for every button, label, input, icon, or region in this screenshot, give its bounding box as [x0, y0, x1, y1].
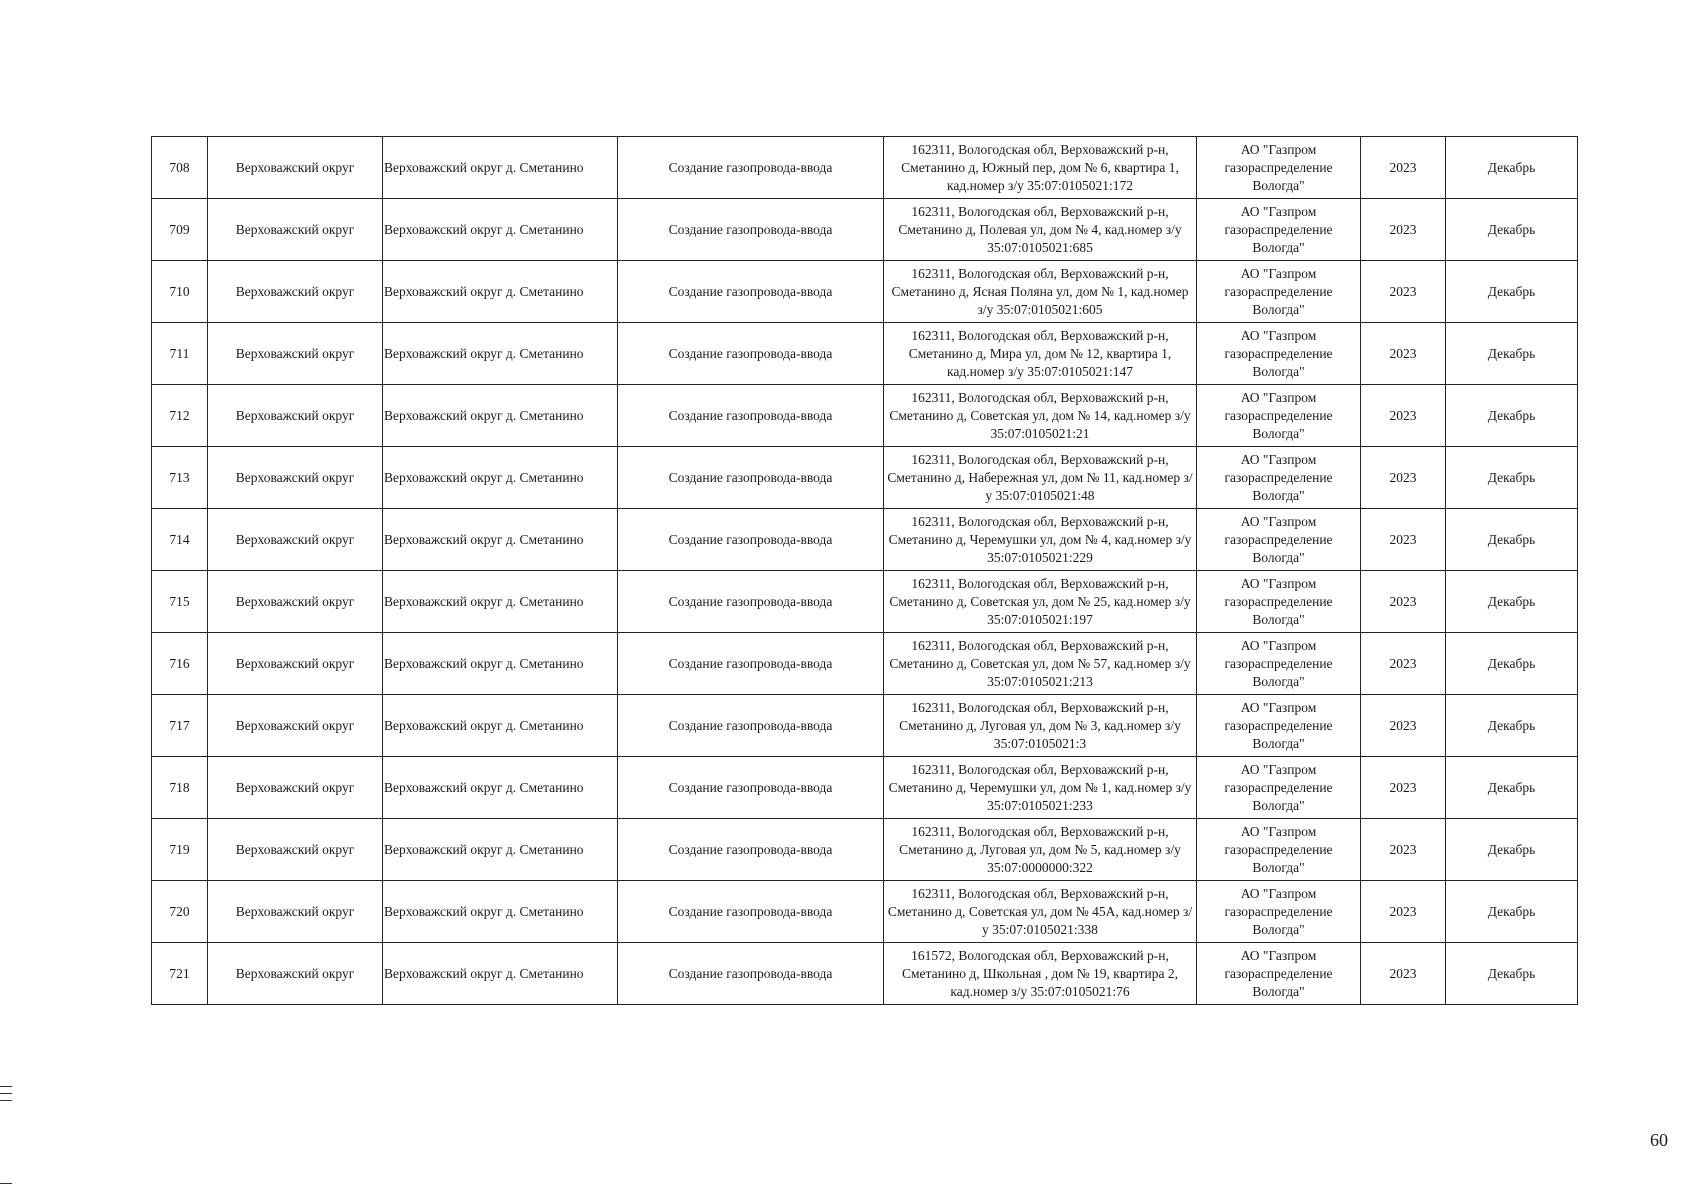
year-cell: 2023 — [1361, 695, 1446, 757]
locality-cell: Верховажский округ д. Сметанино — [383, 199, 618, 261]
work-type-cell: Создание газопровода-ввода — [618, 695, 884, 757]
row-number-cell: 721 — [152, 943, 208, 1005]
row-number-cell: 710 — [152, 261, 208, 323]
work-type-cell: Создание газопровода-ввода — [618, 757, 884, 819]
district-cell: Верховажский округ — [208, 571, 383, 633]
address-cell: 162311, Вологодская обл, Верховажский р-н, Сметанино д, Мира ул, дом № 12, квартира 1, кад.номер з/у 35:07:0105021:147 — [884, 323, 1197, 385]
month-cell: Декабрь — [1446, 323, 1578, 385]
address-cell: 162311, Вологодская обл, Верховажский р-н, Сметанино д, Ясная Поляна ул, дом № 1, кад.номер з/у 35:07:0105021:605 — [884, 261, 1197, 323]
table-row — [152, 633, 1578, 695]
district-cell: Верховажский округ — [208, 819, 383, 881]
scan-edge-mark — [0, 1093, 12, 1094]
district-cell: Верховажский округ — [208, 943, 383, 1005]
scan-edge-mark — [0, 1100, 12, 1101]
year-cell: 2023 — [1361, 137, 1446, 199]
work-type-cell: Создание газопровода-ввода — [618, 447, 884, 509]
month-cell: Декабрь — [1446, 571, 1578, 633]
organization-cell: АО "Газпром газораспределение Вологда" — [1197, 323, 1361, 385]
month-cell: Декабрь — [1446, 757, 1578, 819]
organization-cell: АО "Газпром газораспределение Вологда" — [1197, 943, 1361, 1005]
table-row — [152, 695, 1578, 757]
table-row — [152, 757, 1578, 819]
organization-cell: АО "Газпром газораспределение Вологда" — [1197, 199, 1361, 261]
work-type-cell: Создание газопровода-ввода — [618, 881, 884, 943]
work-type-cell: Создание газопровода-ввода — [618, 509, 884, 571]
address-cell: 162311, Вологодская обл, Верховажский р-н, Сметанино д, Советская ул, дом № 25, кад.номер з/у 35:07:0105021:197 — [884, 571, 1197, 633]
page-number: 60 — [1650, 1130, 1668, 1150]
row-number-cell: 716 — [152, 633, 208, 695]
row-number-cell: 717 — [152, 695, 208, 757]
year-cell: 2023 — [1361, 757, 1446, 819]
table-row — [152, 571, 1578, 633]
address-cell: 162311, Вологодская обл, Верховажский р-н, Сметанино д, Набережная ул, дом № 11, кад.номер з/у 35:07:0105021:48 — [884, 447, 1197, 509]
table-row — [152, 323, 1578, 385]
district-cell: Верховажский округ — [208, 323, 383, 385]
work-type-cell: Создание газопровода-ввода — [618, 323, 884, 385]
row-number-cell: 708 — [152, 137, 208, 199]
work-type-cell: Создание газопровода-ввода — [618, 819, 884, 881]
locality-cell: Верховажский округ д. Сметанино — [383, 943, 618, 1005]
row-number-cell: 709 — [152, 199, 208, 261]
work-type-cell: Создание газопровода-ввода — [618, 633, 884, 695]
table-row — [152, 261, 1578, 323]
scan-edge-mark — [0, 1086, 12, 1087]
work-type-cell: Создание газопровода-ввода — [618, 571, 884, 633]
district-cell: Верховажский округ — [208, 261, 383, 323]
address-cell: 162311, Вологодская обл, Верховажский р-н, Сметанино д, Черемушки ул, дом № 4, кад.номер з/у 35:07:0105021:229 — [884, 509, 1197, 571]
district-cell: Верховажский округ — [208, 447, 383, 509]
address-cell: 162311, Вологодская обл, Верховажский р-н, Сметанино д, Луговая ул, дом № 3, кад.номер з/у 35:07:0105021:3 — [884, 695, 1197, 757]
address-cell: 162311, Вологодская обл, Верховажский р-н, Сметанино д, Черемушки ул, дом № 1, кад.номер з/у 35:07:0105021:233 — [884, 757, 1197, 819]
row-number-cell: 712 — [152, 385, 208, 447]
address-cell: 161572, Вологодская обл, Верховажский р-н, Сметанино д, Школьная , дом № 19, квартира 2, кад.номер з/у 35:07:0105021:76 — [884, 943, 1197, 1005]
month-cell: Декабрь — [1446, 633, 1578, 695]
row-number-cell: 715 — [152, 571, 208, 633]
year-cell: 2023 — [1361, 633, 1446, 695]
locality-cell: Верховажский округ д. Сметанино — [383, 261, 618, 323]
address-cell: 162311, Вологодская обл, Верховажский р-н, Сметанино д, Полевая ул, дом № 4, кад.номер з/у 35:07:0105021:685 — [884, 199, 1197, 261]
locality-cell: Верховажский округ д. Сметанино — [383, 633, 618, 695]
district-cell: Верховажский округ — [208, 695, 383, 757]
month-cell: Декабрь — [1446, 447, 1578, 509]
work-type-cell: Создание газопровода-ввода — [618, 385, 884, 447]
table-row — [152, 137, 1578, 199]
month-cell: Декабрь — [1446, 881, 1578, 943]
organization-cell: АО "Газпром газораспределение Вологда" — [1197, 881, 1361, 943]
month-cell: Декабрь — [1446, 385, 1578, 447]
organization-cell: АО "Газпром газораспределение Вологда" — [1197, 571, 1361, 633]
row-number-cell: 718 — [152, 757, 208, 819]
district-cell: Верховажский округ — [208, 199, 383, 261]
locality-cell: Верховажский округ д. Сметанино — [383, 509, 618, 571]
table-row — [152, 199, 1578, 261]
address-cell: 162311, Вологодская обл, Верховажский р-н, Сметанино д, Южный пер, дом № 6, квартира 1, кад.номер з/у 35:07:0105021:172 — [884, 137, 1197, 199]
year-cell: 2023 — [1361, 385, 1446, 447]
address-cell: 162311, Вологодская обл, Верховажский р-н, Сметанино д, Советская ул, дом № 45А, кад.номер з/у 35:07:0105021:338 — [884, 881, 1197, 943]
organization-cell: АО "Газпром газораспределение Вологда" — [1197, 447, 1361, 509]
locality-cell: Верховажский округ д. Сметанино — [383, 757, 618, 819]
year-cell: 2023 — [1361, 447, 1446, 509]
table-row — [152, 819, 1578, 881]
row-number-cell: 720 — [152, 881, 208, 943]
table-row — [152, 943, 1578, 1005]
locality-cell: Верховажский округ д. Сметанино — [383, 447, 618, 509]
year-cell: 2023 — [1361, 819, 1446, 881]
address-cell: 162311, Вологодская обл, Верховажский р-н, Сметанино д, Советская ул, дом № 57, кад.номер з/у 35:07:0105021:213 — [884, 633, 1197, 695]
work-type-cell: Создание газопровода-ввода — [618, 137, 884, 199]
year-cell: 2023 — [1361, 323, 1446, 385]
work-type-cell: Создание газопровода-ввода — [618, 199, 884, 261]
month-cell: Декабрь — [1446, 943, 1578, 1005]
organization-cell: АО "Газпром газораспределение Вологда" — [1197, 633, 1361, 695]
locality-cell: Верховажский округ д. Сметанино — [383, 571, 618, 633]
locality-cell: Верховажский округ д. Сметанино — [383, 137, 618, 199]
table-row — [152, 881, 1578, 943]
organization-cell: АО "Газпром газораспределение Вологда" — [1197, 261, 1361, 323]
district-cell: Верховажский округ — [208, 509, 383, 571]
locality-cell: Верховажский округ д. Сметанино — [383, 881, 618, 943]
table-row — [152, 447, 1578, 509]
district-cell: Верховажский округ — [208, 137, 383, 199]
locality-cell: Верховажский округ д. Сметанино — [383, 323, 618, 385]
row-number-cell: 714 — [152, 509, 208, 571]
locality-cell: Верховажский округ д. Сметанино — [383, 819, 618, 881]
table-row — [152, 385, 1578, 447]
organization-cell: АО "Газпром газораспределение Вологда" — [1197, 509, 1361, 571]
district-cell: Верховажский округ — [208, 757, 383, 819]
organization-cell: АО "Газпром газораспределение Вологда" — [1197, 819, 1361, 881]
year-cell: 2023 — [1361, 571, 1446, 633]
month-cell: Декабрь — [1446, 695, 1578, 757]
organization-cell: АО "Газпром газораспределение Вологда" — [1197, 137, 1361, 199]
scan-edge-mark — [0, 1183, 12, 1184]
month-cell: Декабрь — [1446, 261, 1578, 323]
table-body — [152, 137, 1578, 1005]
district-cell: Верховажский округ — [208, 385, 383, 447]
row-number-cell: 713 — [152, 447, 208, 509]
month-cell: Декабрь — [1446, 199, 1578, 261]
year-cell: 2023 — [1361, 199, 1446, 261]
organization-cell: АО "Газпром газораспределение Вологда" — [1197, 385, 1361, 447]
row-number-cell: 719 — [152, 819, 208, 881]
table-row — [152, 509, 1578, 571]
district-cell: Верховажский округ — [208, 881, 383, 943]
month-cell: Декабрь — [1446, 137, 1578, 199]
gas-pipeline-schedule-table — [151, 136, 1578, 1005]
work-type-cell: Создание газопровода-ввода — [618, 261, 884, 323]
year-cell: 2023 — [1361, 509, 1446, 571]
address-cell: 162311, Вологодская обл, Верховажский р-н, Сметанино д, Луговая ул, дом № 5, кад.номер з/у 35:07:0000000:322 — [884, 819, 1197, 881]
organization-cell: АО "Газпром газораспределение Вологда" — [1197, 757, 1361, 819]
month-cell: Декабрь — [1446, 819, 1578, 881]
district-cell: Верховажский округ — [208, 633, 383, 695]
month-cell: Декабрь — [1446, 509, 1578, 571]
year-cell: 2023 — [1361, 261, 1446, 323]
locality-cell: Верховажский округ д. Сметанино — [383, 385, 618, 447]
locality-cell: Верховажский округ д. Сметанино — [383, 695, 618, 757]
row-number-cell: 711 — [152, 323, 208, 385]
address-cell: 162311, Вологодская обл, Верховажский р-н, Сметанино д, Советская ул, дом № 14, кад.номер з/у 35:07:0105021:21 — [884, 385, 1197, 447]
work-type-cell: Создание газопровода-ввода — [618, 943, 884, 1005]
organization-cell: АО "Газпром газораспределение Вологда" — [1197, 695, 1361, 757]
year-cell: 2023 — [1361, 881, 1446, 943]
year-cell: 2023 — [1361, 943, 1446, 1005]
